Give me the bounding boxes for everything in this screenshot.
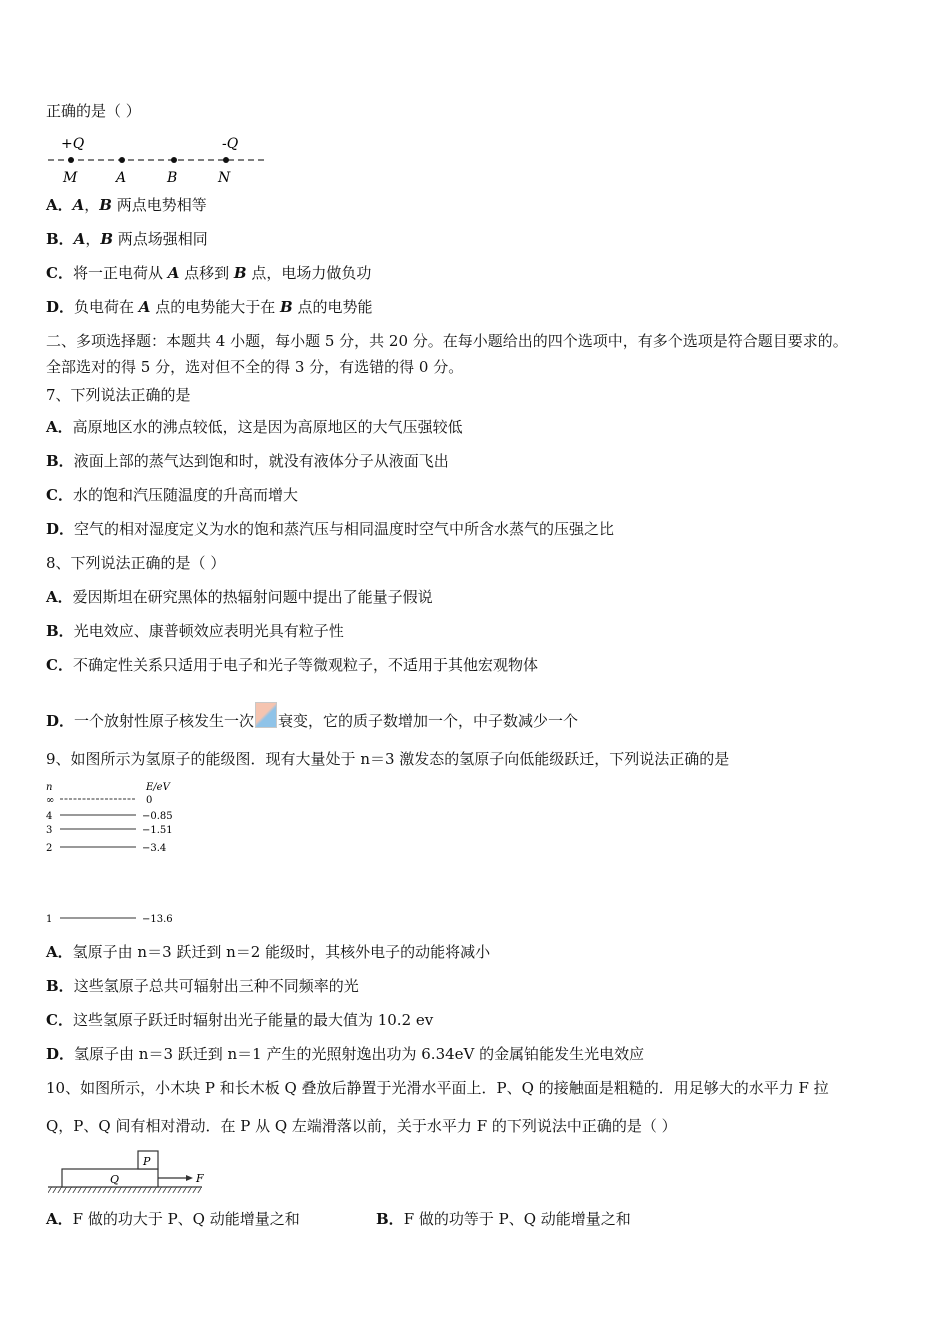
block-on-board-figure (46, 1148, 216, 1198)
level-1-n: 1 (46, 914, 53, 925)
label-m: M (63, 170, 78, 186)
q8-option-a: A．爱因斯坦在研究黑体的热辐射问题中提出了能量子假说 (46, 588, 433, 606)
level-2-e: −3.4 (142, 843, 167, 854)
q7-option-b: B．液面上部的蒸气达到饱和时，就没有液体分子从液面飞出 (46, 452, 449, 470)
point-n (223, 157, 229, 163)
q10-line2: Q，P、Q 间有相对滑动．在 P 从 Q 左端滑落以前，关于水平力 F 的下列说法中正确的是（ ） (46, 1117, 677, 1135)
header-n: n (46, 782, 53, 793)
point-m (68, 157, 74, 163)
ground-hatch (48, 1187, 202, 1193)
point-b (171, 157, 177, 163)
q6-option-b: B．A，B 两点场强相同 (46, 230, 208, 248)
header-e: E/eV (146, 782, 170, 793)
q8-option-d: D．一个放射性原子核发生一次 衰变，它的质子数增加一个，中子数减少一个 (46, 702, 578, 731)
level-1-e: −13.6 (142, 914, 173, 925)
label-b: B (167, 170, 178, 186)
q6-tail: 正确的是（ ） (46, 102, 141, 120)
q8-option-b: B．光电效应、康普顿效应表明光具有粒子性 (46, 622, 344, 640)
q6-option-d: D．负电荷在 A 点的电势能大于在 B 点的电势能 (46, 298, 373, 316)
q9-option-a: A．氢原子由 n＝3 跃迁到 n＝2 能级时，其核外电子的动能将减小 (46, 943, 491, 961)
q10-option-b: B．F 做的功等于 P、Q 动能增量之和 (376, 1210, 631, 1228)
energy-level-diagram (44, 778, 184, 926)
point-a (119, 157, 125, 163)
q7-option-c: C．水的饱和汽压随温度的升高而增大 (46, 486, 298, 504)
level-inf-n: ∞ (46, 795, 55, 806)
q7-option-a: A．高原地区水的沸点较低，这是因为高原地区的大气压强较低 (46, 418, 463, 436)
level-4-n: 4 (46, 811, 53, 822)
level-inf-e: 0 (146, 795, 153, 806)
charge-line-figure (46, 132, 276, 188)
section2-line1: 二、多项选择题：本题共 4 小题，每小题 5 分，共 20 分。在每小题给出的四个选项中，有多个选项是符合题目要求的。 (46, 332, 848, 350)
label-q: Q (110, 1173, 120, 1186)
level-3-n: 3 (46, 825, 53, 836)
section2-line2: 全部选对的得 5 分，选对但不全的得 3 分，有选错的得 0 分。 (46, 358, 464, 376)
label-f: F (196, 1172, 204, 1185)
broken-image-icon (255, 702, 277, 728)
label-minus-q: -Q (222, 136, 239, 152)
q10-line1: 10、如图所示，小木块 P 和长木板 Q 叠放后静置于光滑水平面上．P、Q 的接触面是粗糙的．用足够大的水平力 F 拉 (46, 1079, 829, 1097)
q9-option-c: C．这些氢原子跃迁时辐射出光子能量的最大值为 10.2 ev (46, 1011, 434, 1029)
q7-stem: 7、下列说法正确的是 (46, 386, 191, 404)
level-2-n: 2 (46, 843, 53, 854)
q8-stem: 8、下列说法正确的是（ ） (46, 554, 226, 572)
q9-option-d: D．氢原子由 n＝3 跃迁到 n＝1 产生的光照射逸出功为 6.34eV 的金属铂能发生光电效应 (46, 1045, 645, 1063)
q8-option-c: C．不确定性关系只适用于电子和光子等微观粒子，不适用于其他宏观物体 (46, 656, 538, 674)
label-a: A (116, 170, 127, 186)
q6-option-a: A．A，B 两点电势相等 (46, 196, 207, 214)
label-plus-q: +Q (61, 136, 85, 152)
label-n: N (218, 170, 231, 186)
q6-option-c: C．将一正电荷从 A 点移到 B 点，电场力做负功 (46, 264, 372, 282)
q7-option-d: D．空气的相对湿度定义为水的饱和蒸汽压与相同温度时空气中所含水蒸气的压强之比 (46, 520, 615, 538)
level-4-e: −0.85 (142, 811, 173, 822)
q9-option-b: B．这些氢原子总共可辐射出三种不同频率的光 (46, 977, 359, 995)
q10-option-a: A．F 做的功大于 P、Q 动能增量之和 (46, 1210, 300, 1228)
level-3-e: −1.51 (142, 825, 173, 836)
q9-stem: 9、如图所示为氢原子的能级图．现有大量处于 n＝3 激发态的氢原子向低能级跃迁，下列说法正确的是 (46, 750, 730, 768)
label-p: P (143, 1155, 151, 1168)
